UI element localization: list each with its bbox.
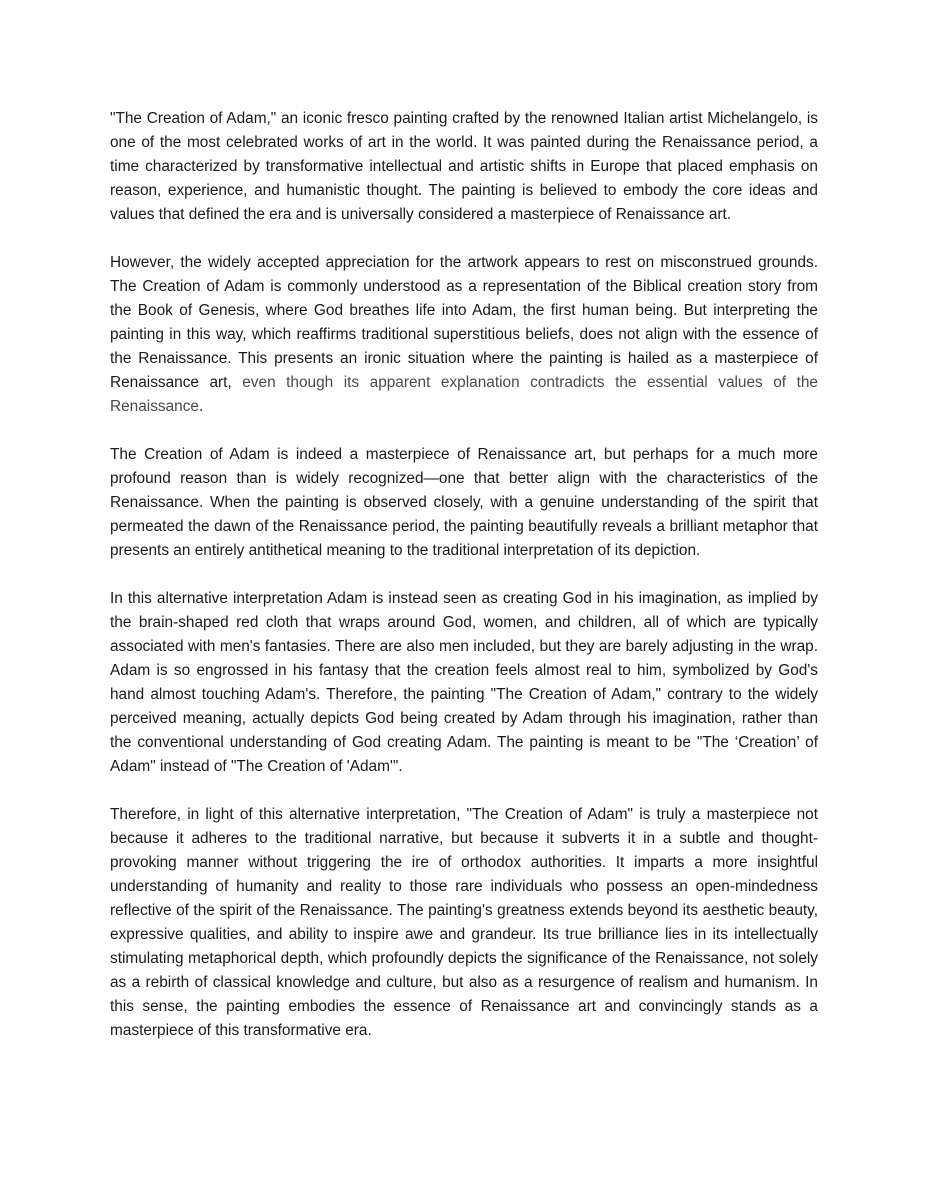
paragraph-profound-reason: The Creation of Adam is indeed a masterpiece of Renaissance art, but perhaps for a much more profound reason than is widely recognized—one that better align with the characteristics of the Renaissance. When the painting is observed closely, with a genuine understanding of the spirit that permeated the dawn of the Renaissance period, the painting beautifully reveals a brilliant metaphor that presents an entirely antithetical meaning to the traditional interpretation of its depiction.	[110, 446, 818, 559]
document-page	[110, 107, 818, 1067]
paragraph-conclusion: Therefore, in light of this alternative interpretation, "The Creation of Adam" is truly a masterpiece not because it adheres to the traditional narrative, but because it subverts it in a subtle and thought-provoking manner without triggering the ire of orthodox authorities. It imparts a more insightful understanding of humanity and reality to those rare individuals who possess an open-mindedness reflective of the spirit of the Renaissance. The painting's greatness extends beyond its aesthetic beauty, expressive qualities, and ability to inspire awe and grandeur. Its true brilliance lies in its intellectually stimulating metaphorical depth, which profoundly depicts the significance of the Renaissance, not solely as a rebirth of classical knowledge and culture, but also as a resurgence of realism and humanism. In this sense, the painting embodies the essence of Renaissance art and convincingly stands as a masterpiece of this transformative era.	[110, 806, 818, 1039]
paragraph-misconception-text: However, the widely accepted appreciation for the artwork appears to rest on misconstrued grounds. The Creation of Adam is commonly understood as a representation of the Biblical creation story from the Book of Genesis, where God breathes life into Adam, the first human being. But interpreting the painting in this way, which reaffirms traditional superstitious beliefs, does not align with the essence of the Renaissance. This presents an ironic situation where the painting is hailed as a masterpiece of Renaissance art,	[110, 254, 818, 391]
paragraph-misconception	[110, 251, 818, 419]
paragraph-alternative-interpretation: In this alternative interpretation Adam is instead seen as creating God in his imagination, as implied by the brain-shaped red cloth that wraps around God, women, and children, all of which are typically associated with men's fantasies. There are also men included, but they are barely adjusting in the wrap. Adam is so engrossed in his fantasy that the creation feels almost real to him, symbolized by God's hand almost touching Adam's. Therefore, the painting "The Creation of Adam," contrary to the widely perceived meaning, actually depicts God being created by Adam through his imagination, rather than the conventional understanding of God creating Adam. The painting is meant to be "The ‘Creation’ of Adam" instead of "The Creation of 'Adam'".	[110, 590, 818, 775]
paragraph-misconception-tail: even though its apparent explanation contradicts the essential values of the Renaissance	[110, 374, 818, 415]
paragraph-intro: "The Creation of Adam," an iconic fresco painting crafted by the renowned Italian artist Michelangelo, is one of the most celebrated works of art in the world. It was painted during the Renaissance period, a time characterized by transformative intellectual and artistic shifts in Europe that placed emphasis on reason, experience, and humanistic thought. The painting is believed to embody the core ideas and values that defined the era and is universally considered a masterpiece of Renaissance art.	[110, 110, 818, 223]
paragraph-misconception-end: .	[198, 398, 204, 415]
